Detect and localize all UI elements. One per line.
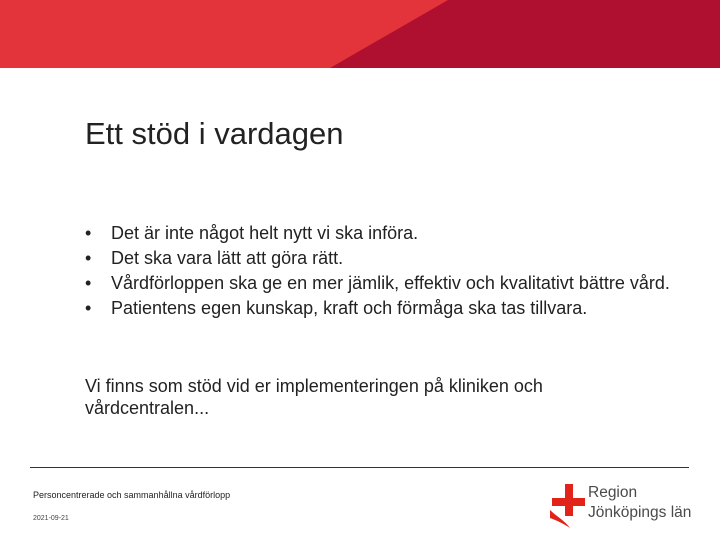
bullet-list: [85, 222, 685, 322]
bullet-text: Patientens egen kunskap, kraft och förmåga ska tas tillvara.: [111, 298, 588, 318]
bullet-item: [85, 222, 685, 244]
bullet-item: [85, 297, 685, 319]
logo-line-county: Jönköpings län: [588, 504, 692, 521]
bullet-item: [85, 247, 685, 269]
support-paragraph: Vi finns som stöd vid er implementeringen på kliniken och vårdcentralen...: [85, 376, 543, 418]
slide-title: Ett stöd i vardagen: [85, 116, 344, 151]
logo-text: [588, 483, 691, 523]
bullet-text: Det ska vara lätt att göra rätt.: [111, 248, 344, 268]
bullet-marker: •: [85, 223, 92, 243]
bullet-marker: •: [85, 298, 92, 318]
logo-line-region: Region: [588, 484, 638, 501]
bullet-item: [85, 272, 685, 294]
header-band: [0, 0, 720, 68]
footer-divider: [30, 467, 689, 468]
bullet-text: Det är inte något helt nytt vi ska införa.: [111, 223, 419, 243]
footer-date: 2021-09-21: [33, 515, 69, 522]
region-logo: [548, 480, 698, 530]
footer-label: Personcentrerade och sammanhållna vårdförlopp: [33, 490, 231, 500]
bullet-text: Vårdförloppen ska ge en mer jämlik, effektiv och kvalitativt bättre vård.: [111, 273, 670, 293]
bullet-marker: •: [85, 248, 92, 268]
cross-heart-icon: [548, 480, 586, 530]
bullet-marker: •: [85, 273, 92, 293]
